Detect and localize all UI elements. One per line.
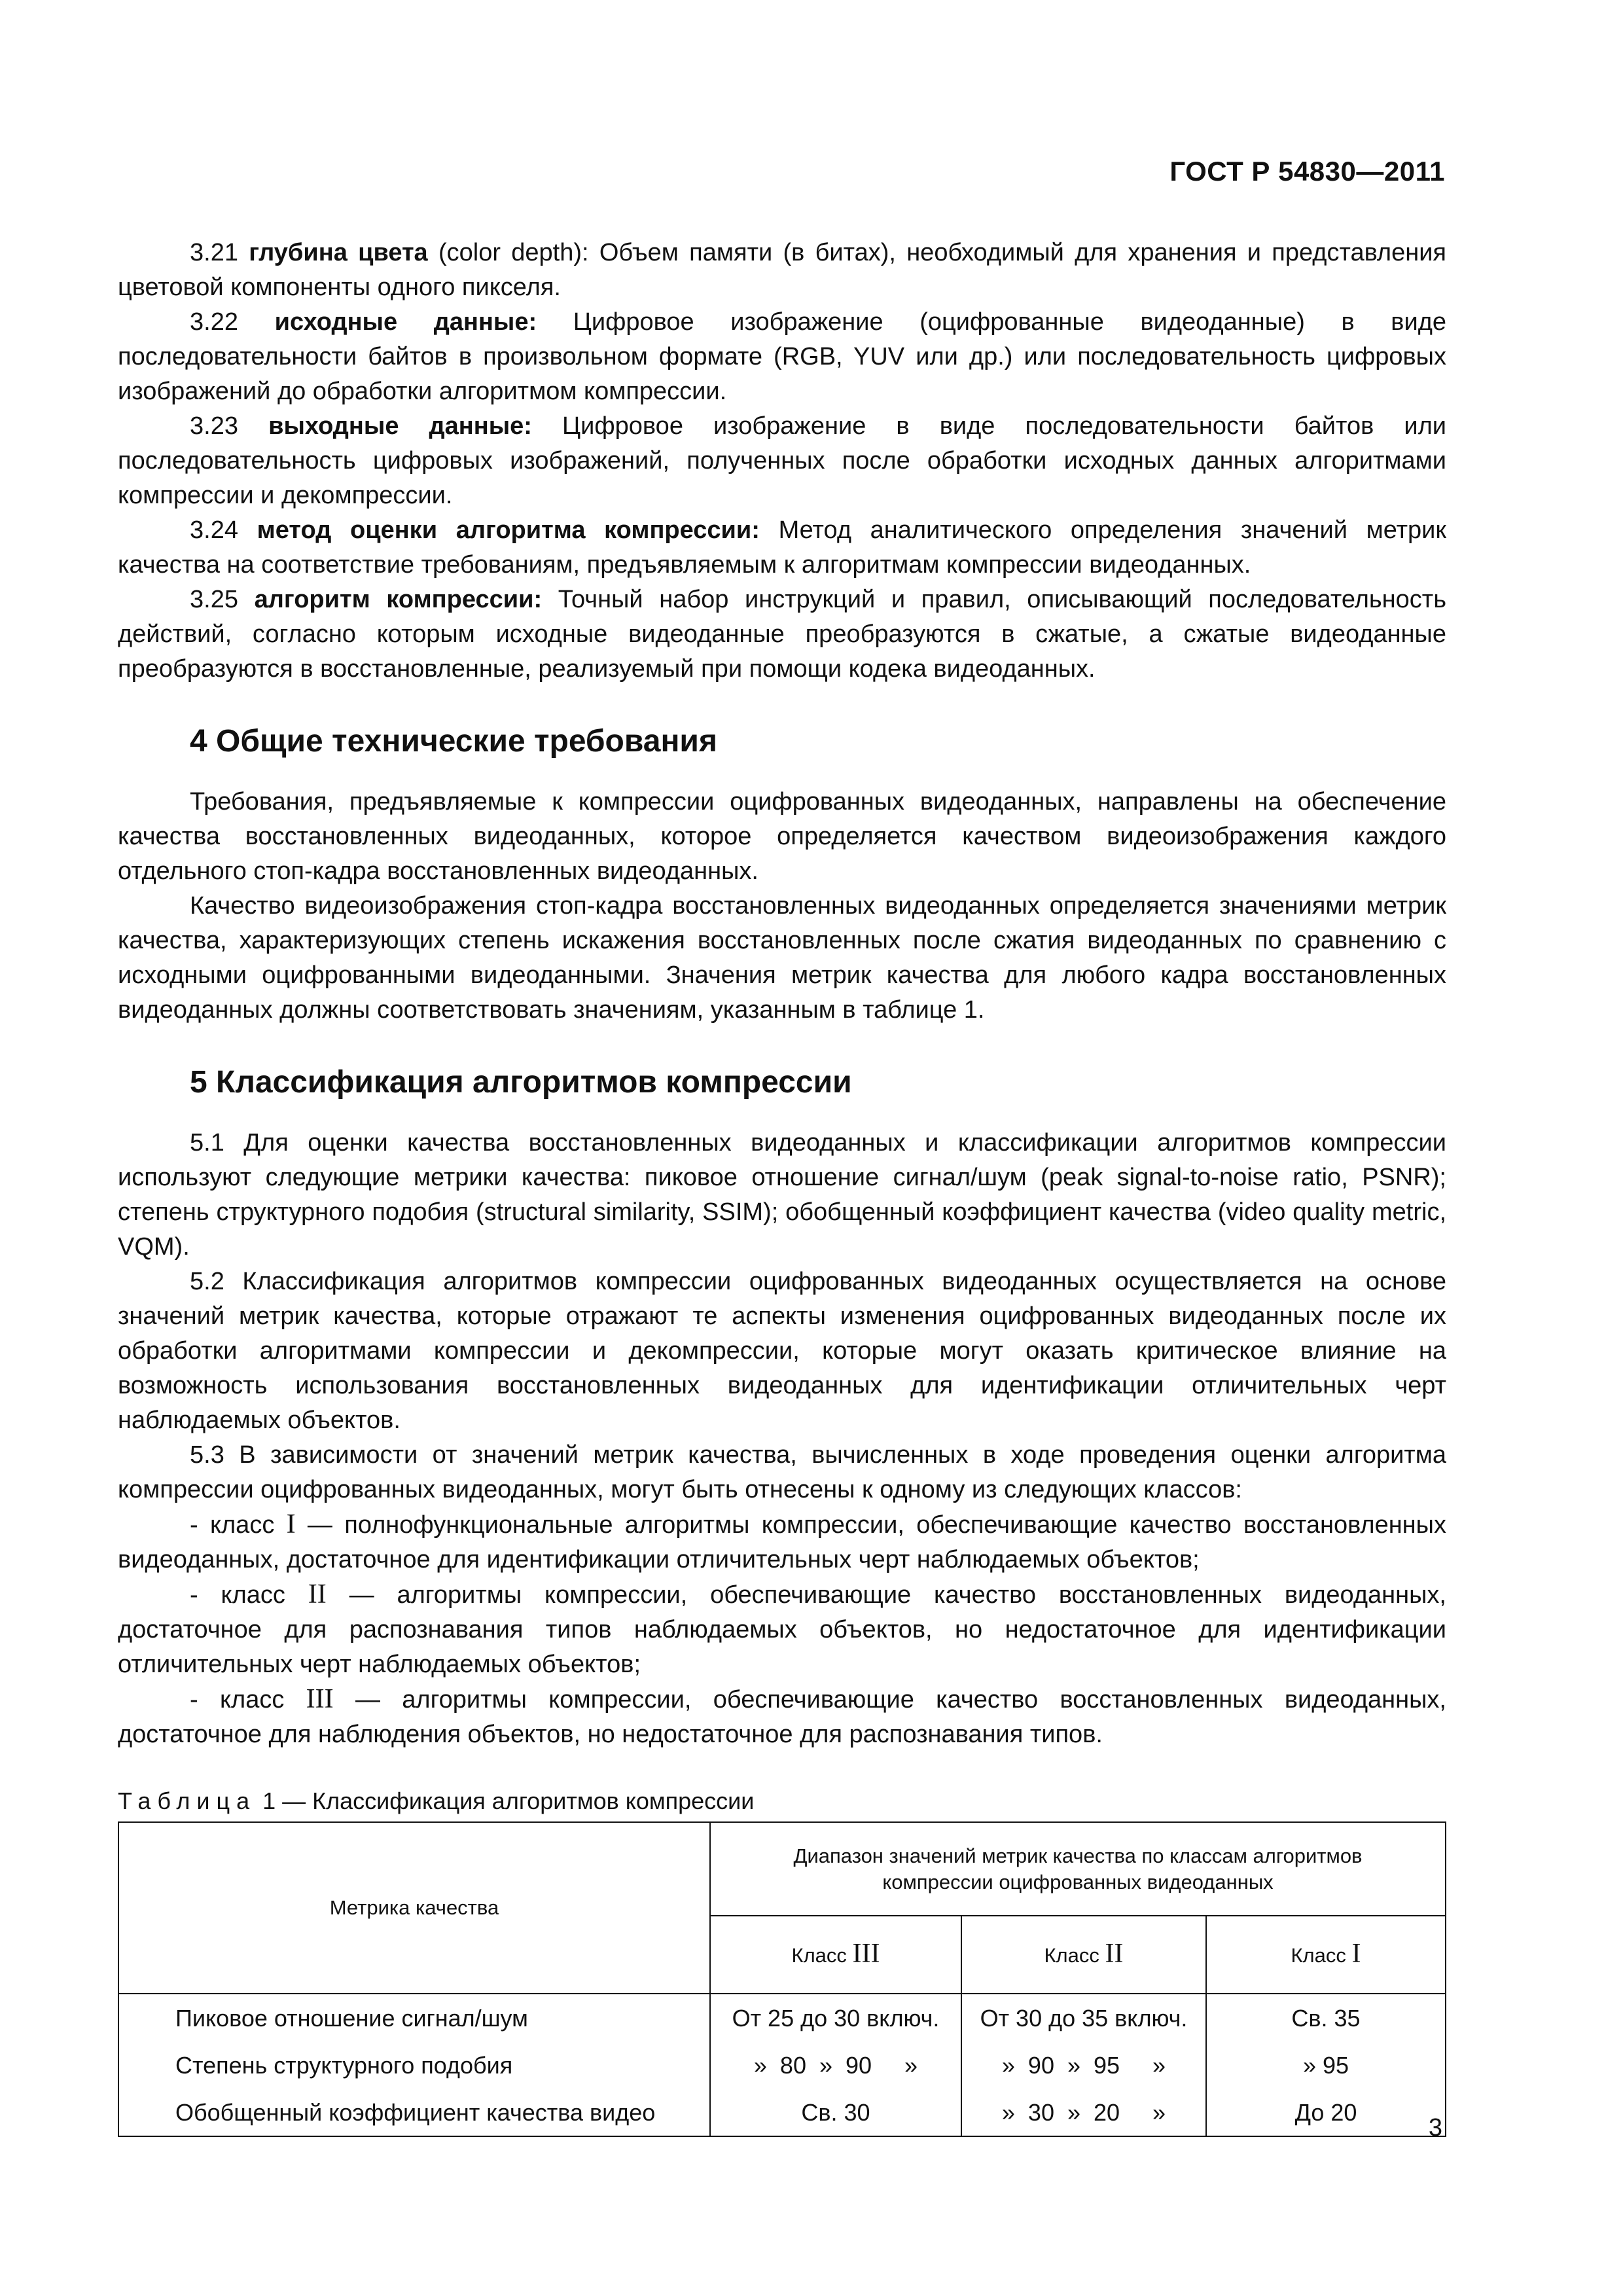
value-class-i: » 95 <box>1206 2041 1446 2089</box>
value-class-ii: От 30 до 35 включ. <box>961 1994 1206 2041</box>
definition-term: алгоритм компрессии: <box>254 586 543 613</box>
definition-number: 3.25 <box>190 586 238 613</box>
definition-3-23 <box>118 409 1446 513</box>
paragraph-5-2: 5.2 Классификация алгоритмов компрессии оцифрованных видеоданных осуществляется на основе значений метрик качества, которые отражают те аспекты изменения оцифрованных видеоданных после их обработки алгоритмами компрессии и декомпрессии, которые могут оказать критическое влияние на возможность использования восстановленных видеоданных для идентификации отличительных черт наблюдаемых объектов. <box>118 1268 1446 1434</box>
class-item-1: - класс I — полнофункциональные алгоритмы компрессии, обеспечивающие качество восстановленных видеоданных, достаточное для идентификации отличительных черт наблюдаемых объектов; <box>118 1509 1446 1573</box>
table-header-row <box>118 1822 1446 1916</box>
page-content <box>118 236 1446 2137</box>
definition-3-21 <box>118 236 1446 305</box>
table-row <box>118 2041 1446 2089</box>
metric-name: Степень структурного подобия <box>118 2041 710 2089</box>
value-class-iii: Св. 30 <box>710 2089 961 2136</box>
definition-body: Точный набор инструкций и правил, описывающий последовательность действий, согласно которым исходные видеоданные преобразуются в сжатые, а сжатые видеоданные преобразуются в восстановленные, реализуемый при помощи кодека видеоданных. <box>118 586 1446 683</box>
header-class-i: Класс I <box>1206 1916 1446 1994</box>
roman-numeral: II <box>308 1579 327 1609</box>
definition-term: выходные данные: <box>268 412 532 440</box>
table-caption <box>118 1786 1446 1816</box>
header-class-iii: Класс III <box>710 1916 961 1994</box>
table-row <box>118 1994 1446 2041</box>
header-class-ii: Класс II <box>961 1916 1206 1994</box>
definition-number: 3.21 <box>190 239 238 266</box>
definition-body: (color depth): Объем памяти (в битах), необходимый для хранения и представления цветовой компоненты одного пикселя. <box>118 239 1447 301</box>
definition-body: Цифровое изображение (оцифрованные видеоданные) в виде последовательности байтов в произвольном формате (RGB, YUV или др.) или последовательность цифровых изображений до обработки алгоритмом компрессии. <box>118 308 1446 405</box>
value-class-i: До 20 <box>1206 2089 1446 2136</box>
value-class-ii: » 90 » 95 » <box>961 2041 1206 2089</box>
definition-term: метод оценки алгоритма компрессии: <box>257 516 760 544</box>
class-item-3: - класс III — алгоритмы компрессии, обеспечивающие качество восстановленных видеоданных, достаточное для наблюдения объектов, но недостаточное для распознавания типов. <box>118 1684 1446 1748</box>
value-class-i: Св. 35 <box>1206 1994 1446 2041</box>
definition-number: 3.24 <box>190 516 238 544</box>
standard-code: ГОСТ Р 54830—2011 <box>1169 156 1445 187</box>
roman-numeral: III <box>306 1684 334 1714</box>
section-4-heading: 4 Общие технические требования <box>190 724 717 759</box>
definition-number: 3.23 <box>190 412 238 440</box>
definition-term: глубина цвета <box>249 239 428 266</box>
paragraph-5-3: 5.3 В зависимости от значений метрик качества, вычисленных в ходе проведения оценки алгоритма компрессии оцифрованных видеоданных, могут быть отнесены к одному из следующих классов: <box>118 1441 1446 1503</box>
class-item-2: - класс II — алгоритмы компрессии, обеспечивающие качество восстановленных видеоданных, достаточное для распознавания типов наблюдаемых объектов, но недостаточное для идентификации отличительных черт наблюдаемых объектов; <box>118 1579 1446 1678</box>
section-4-paragraph: Качество видеоизображения стоп-кадра восстановленных видеоданных определяется значениями метрик качества, характеризующих степень искажения восстановленных после сжатия видеоданных по сравнению с исходными оцифрованными видеоданными. Значения метрик качества для любого кадра восстановленных видеоданных должны соответствовать значениям, указанным в таблице 1. <box>118 892 1446 1024</box>
definition-term: исходные данные: <box>274 308 537 336</box>
definition-body: Метод аналитического определения значений метрик качества на соответствие требованиям, предъявляемым к алгоритмам компрессии видеоданных. <box>118 516 1447 579</box>
header-range: Диапазон значений метрик качества по классам алгоритмов компрессии оцифрованных видеоданных <box>710 1822 1446 1916</box>
table-caption-label: Таблица <box>118 1787 257 1814</box>
value-class-ii: » 30 » 20 » <box>961 2089 1206 2136</box>
definition-body: Цифровое изображение в виде последовательности байтов или последовательность цифровых изображений, полученных после обработки исходных данных алгоритмами компрессии и декомпрессии. <box>118 412 1447 509</box>
page-number: 3 <box>1428 2114 1442 2142</box>
classification-table <box>118 1821 1446 2137</box>
section-5-heading: 5 Классификация алгоритмов компрессии <box>190 1065 852 1100</box>
value-class-iii: » 80 » 90 » <box>710 2041 961 2089</box>
definition-3-22 <box>118 305 1446 409</box>
paragraph-5-1: 5.1 Для оценки качества восстановленных видеоданных и классификации алгоритмов компрессии используют следующие метрики качества: пиковое отношение сигнал/шум (peak signal-to-noise ratio, PSNR); степень структурного подобия (structural similarity, SSIM); обобщенный коэффициент качества (video quality metric, VQM). <box>118 1129 1446 1261</box>
metric-name: Пиковое отношение сигнал/шум <box>118 1994 710 2041</box>
table-row <box>118 2089 1446 2136</box>
definition-number: 3.22 <box>190 308 238 336</box>
table-caption-text: 1 — Классификация алгоритмов компрессии <box>256 1787 755 1814</box>
value-class-iii: От 25 до 30 включ. <box>710 1994 961 2041</box>
section-4-paragraph: Требования, предъявляемые к компрессии оцифрованных видеоданных, направлены на обеспечение качества восстановленных видеоданных, которое определяется качеством видеоизображения каждого отдельного стоп-кадра восстановленных видеоданных. <box>118 788 1446 885</box>
definitions-block <box>118 236 1446 687</box>
roman-numeral: I <box>286 1509 296 1539</box>
metric-name: Обобщенный коэффициент качества видео <box>118 2089 710 2136</box>
definition-3-24 <box>118 513 1446 583</box>
header-metric: Метрика качества <box>118 1822 710 1994</box>
definition-3-25 <box>118 583 1446 687</box>
